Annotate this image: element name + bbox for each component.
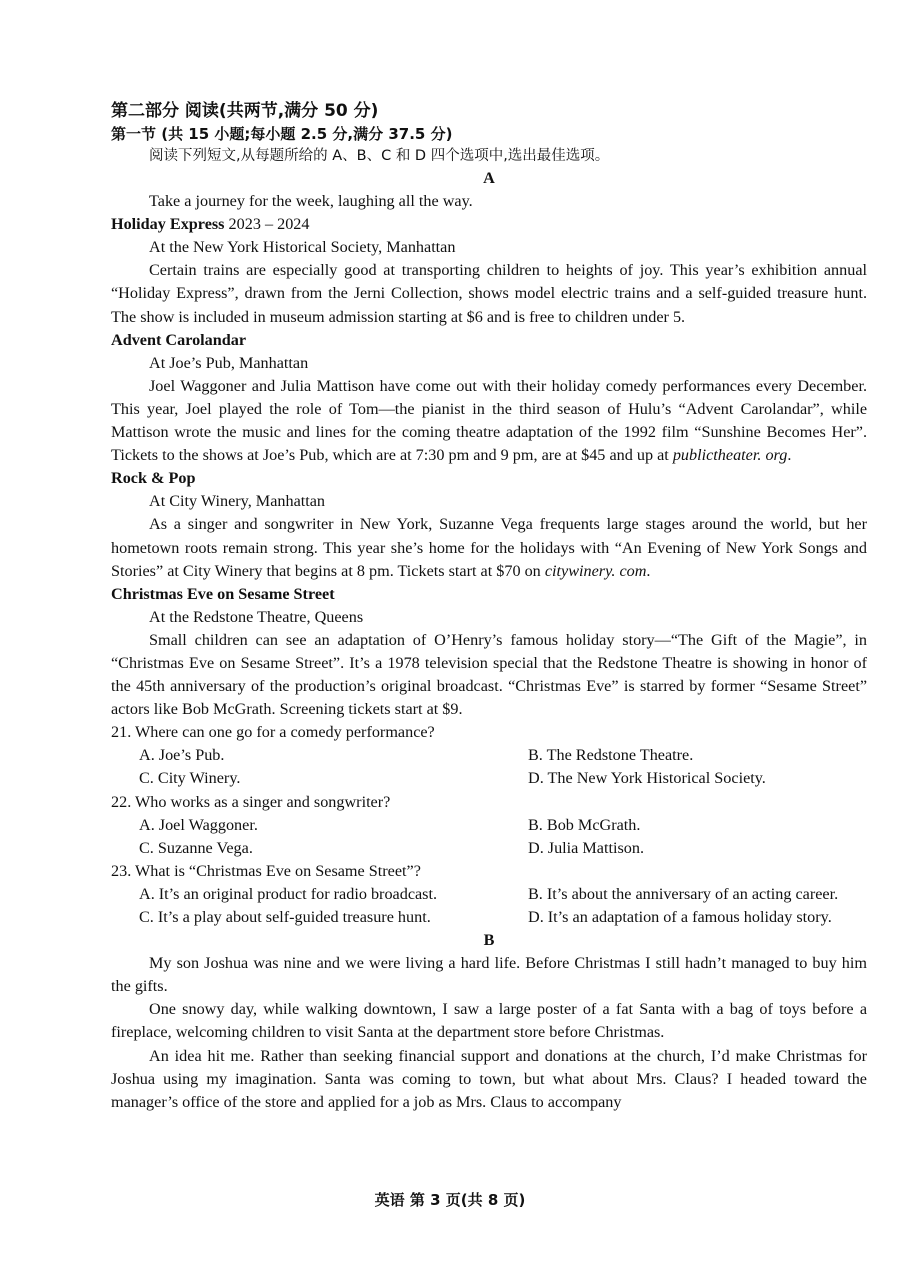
section-christmas-eve [111,583,867,722]
page-content [111,99,867,1114]
option-c[interactable]: C. City Winery. [139,769,241,788]
section-text: Certain trains are especially good at transporting children to heights of joy. This year’s exhibition annual “Holiday Express”, drawn from the Jerni Collection, shows model electric trains and a self-guided treasure hunt. The show is included in museum admission starting at $6 and is free to children under 5. [111,261,867,326]
ticket-link[interactable]: publictheater. org [672,446,788,465]
part-heading: 第二部分 阅读(共两节,满分 50 分) [111,101,379,121]
section-text: Small children can see an adaptation of O’Henry’s famous holiday story—“The Gift of the Magie”, in “Christmas Eve on Sesame Street”. It’s a 1978 television special that the Redstone Theatre is showing in honor of the 45th anniversary of the production’s original broadcast. “Christmas Eve” is starred by former “Sesame Street” actors like Bob McGrath. Screening tickets start at $9. [111,630,867,719]
option-d[interactable]: D. Julia Mattison. [528,838,645,857]
section-text-part: As a singer and songwriter in New York, Suzanne Vega frequents large stages around the world, but her hometown roots remain strong. This year she’s home for the holidays with “An Evening of New York Songs and Stories” at City Winery that begins at 8 pm. Tickets start at $70 on [111,515,867,580]
section-text-end: . [787,446,792,465]
option-d[interactable]: D. It’s an adaptation of a famous holiday story. [528,908,832,926]
section-location: At the Redstone Theatre, Queens [149,607,364,626]
section-location: At the New York Historical Society, Manhattan [149,238,456,257]
passage-a-letter: A [483,169,495,187]
section-advent-carolandar [111,329,867,468]
passage-b-paragraph: My son Joshua was nine and we were living a hard life. Before Christmas I still hadn’t managed to buy him the gifts. [111,954,867,996]
page-footer: 英语 第 3 页(共 8 页) [374,1191,526,1209]
option-d[interactable]: D. The New York Historical Society. [528,769,766,788]
section-text [111,513,867,582]
question-23 [111,860,867,929]
section-title: Holiday Express [111,215,225,234]
instruction-text: 阅读下列短文,从每题所给的 A、B、C 和 D 四个选项中,选出最佳选项。 [149,148,610,164]
section-text-end: . [646,561,651,580]
options-grid [111,744,867,790]
section-heading: 第一节 (共 15 小题;每小题 2.5 分,满分 37.5 分) [111,125,453,143]
question-stem: 22. Who works as a singer and songwriter? [111,792,391,811]
section-location: At City Winery, Manhattan [149,492,326,511]
option-a[interactable]: A. Joel Waggoner. [139,815,258,834]
option-b[interactable]: B. Bob McGrath. [528,815,641,834]
section-text [111,375,867,467]
section-text-part: Joel Waggoner and Julia Mattison have come out with their holiday comedy performances every December. This year, Joel played the role of Tom—the pianist in the third season of Hulu’s “Advent Carolandar”, while Mattison wrote the music and lines for the coming theatre adaptation of the 1992 film “Sunshine Becomes Her”. Tickets to the shows at Joe’s Pub, which are at 7:30 pm and 9 pm, are at $45 and up at [111,376,867,465]
section-title-suffix: 2023 – 2024 [224,215,310,234]
section-rock-pop [111,467,867,582]
ticket-link[interactable]: citywinery. com [544,561,647,580]
section-holiday-express [111,213,867,328]
options-grid [111,883,867,929]
option-a[interactable]: A. It’s an original product for radio broadcast. [139,884,438,903]
options-grid [111,814,867,860]
option-b[interactable]: B. It’s about the anniversary of an acting career. [528,884,839,903]
question-22 [111,791,867,860]
section-location: At Joe’s Pub, Manhattan [149,353,309,372]
question-21 [111,721,867,790]
section-title: Advent Carolandar [111,330,247,349]
section-title: Christmas Eve on Sesame Street [111,584,335,603]
section-title: Rock & Pop [111,469,196,488]
option-a[interactable]: A. Joe’s Pub. [139,746,225,765]
option-c[interactable]: C. Suzanne Vega. [139,838,253,857]
passage-b-letter: B [483,931,495,950]
passage-b-paragraph: One snowy day, while walking downtown, I saw a large poster of a fat Santa with a bag of toys before a fireplace, welcoming children to visit Santa at the department store before Christmas. [111,1000,867,1042]
option-c[interactable]: C. It’s a play about self-guided treasure hunt. [139,908,431,926]
question-stem: 23. What is “Christmas Eve on Sesame Street”? [111,861,421,880]
option-b[interactable]: B. The Redstone Theatre. [528,746,694,765]
question-stem: 21. Where can one go for a comedy performance? [111,723,435,742]
passage-a-intro: Take a journey for the week, laughing all the way. [149,192,473,211]
passage-b-paragraph: An idea hit me. Rather than seeking financial support and donations at the church, I’d make Christmas for Joshua using my imagination. Santa was coming to town, but what about Mrs. Claus? I headed toward the manager’s office of the store and applied for a job as Mrs. Claus to accompany [111,1046,867,1111]
